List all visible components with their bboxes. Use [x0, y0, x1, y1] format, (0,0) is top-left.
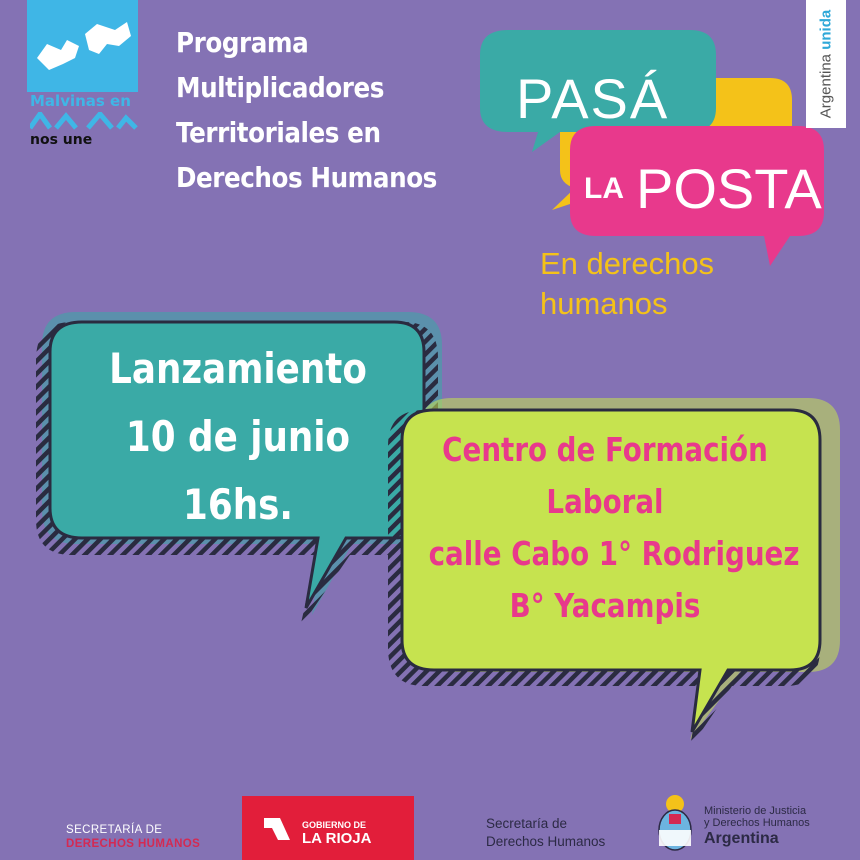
title-line-4: Derechos Humanos	[176, 161, 437, 194]
pasa-la-posta-subtitle	[540, 244, 760, 324]
program-title	[176, 20, 449, 200]
place-line-1: Centro de Formación	[442, 430, 768, 469]
argentina-unida-badge	[806, 0, 846, 128]
rioja-line2: LA RIOJA	[302, 830, 372, 847]
place-line-3: calle Cabo 1° Rodriguez	[428, 534, 800, 573]
malvinas-line1: Malvinas en	[30, 92, 131, 110]
national-coat-of-arms-icon	[654, 792, 696, 852]
gobierno-la-rioja-logo	[242, 796, 414, 860]
place-line-4: B° Yacampis	[509, 586, 701, 625]
title-line-3: Territoriales en	[176, 116, 381, 149]
title-line-2: Multiplicadores	[176, 71, 384, 104]
malvinas-line2: nos une	[30, 132, 93, 148]
title-line-1: Programa	[176, 26, 309, 59]
launch-info	[102, 335, 374, 539]
la-text: LA	[584, 172, 624, 205]
launch-line-3: 16hs.	[183, 480, 293, 529]
secretaria-center-line2: Derechos Humanos	[486, 834, 606, 849]
rioja-line1: GOBIERNO DE	[302, 820, 367, 830]
secretaria-left-line1: SECRETARÍA DE	[66, 824, 163, 836]
launch-line-2: 10 de junio	[125, 412, 351, 461]
posta-text: POSTA	[636, 157, 822, 220]
malvinas-logo	[22, 0, 138, 150]
launch-line-1: Lanzamiento	[109, 344, 367, 393]
secretaria-logo-center	[486, 815, 605, 851]
argentina-word: Argentina	[817, 53, 835, 119]
rioja-emblem-icon	[264, 814, 294, 844]
subtitle-line-1: En derechos	[540, 246, 715, 281]
ministerio-logo	[704, 805, 810, 849]
waves-icon	[30, 112, 138, 130]
place-info	[428, 424, 800, 632]
secretaria-left-line2: DERECHOS HUMANOS	[66, 838, 201, 850]
pasa-text: PASÁ	[516, 67, 670, 130]
islands-map-icon	[27, 0, 138, 92]
unida-word: unida	[817, 9, 835, 50]
secretaria-center-line1: Secretaría de	[486, 816, 568, 831]
ministerio-line1: Ministerio de Justicia	[704, 805, 807, 817]
ministerio-line2: y Derechos Humanos	[704, 817, 810, 829]
subtitle-line-2: humanos	[540, 286, 668, 321]
ministerio-line3: Argentina	[704, 830, 779, 847]
secretaria-logo-left	[66, 823, 200, 851]
place-line-2: Laboral	[546, 482, 664, 521]
